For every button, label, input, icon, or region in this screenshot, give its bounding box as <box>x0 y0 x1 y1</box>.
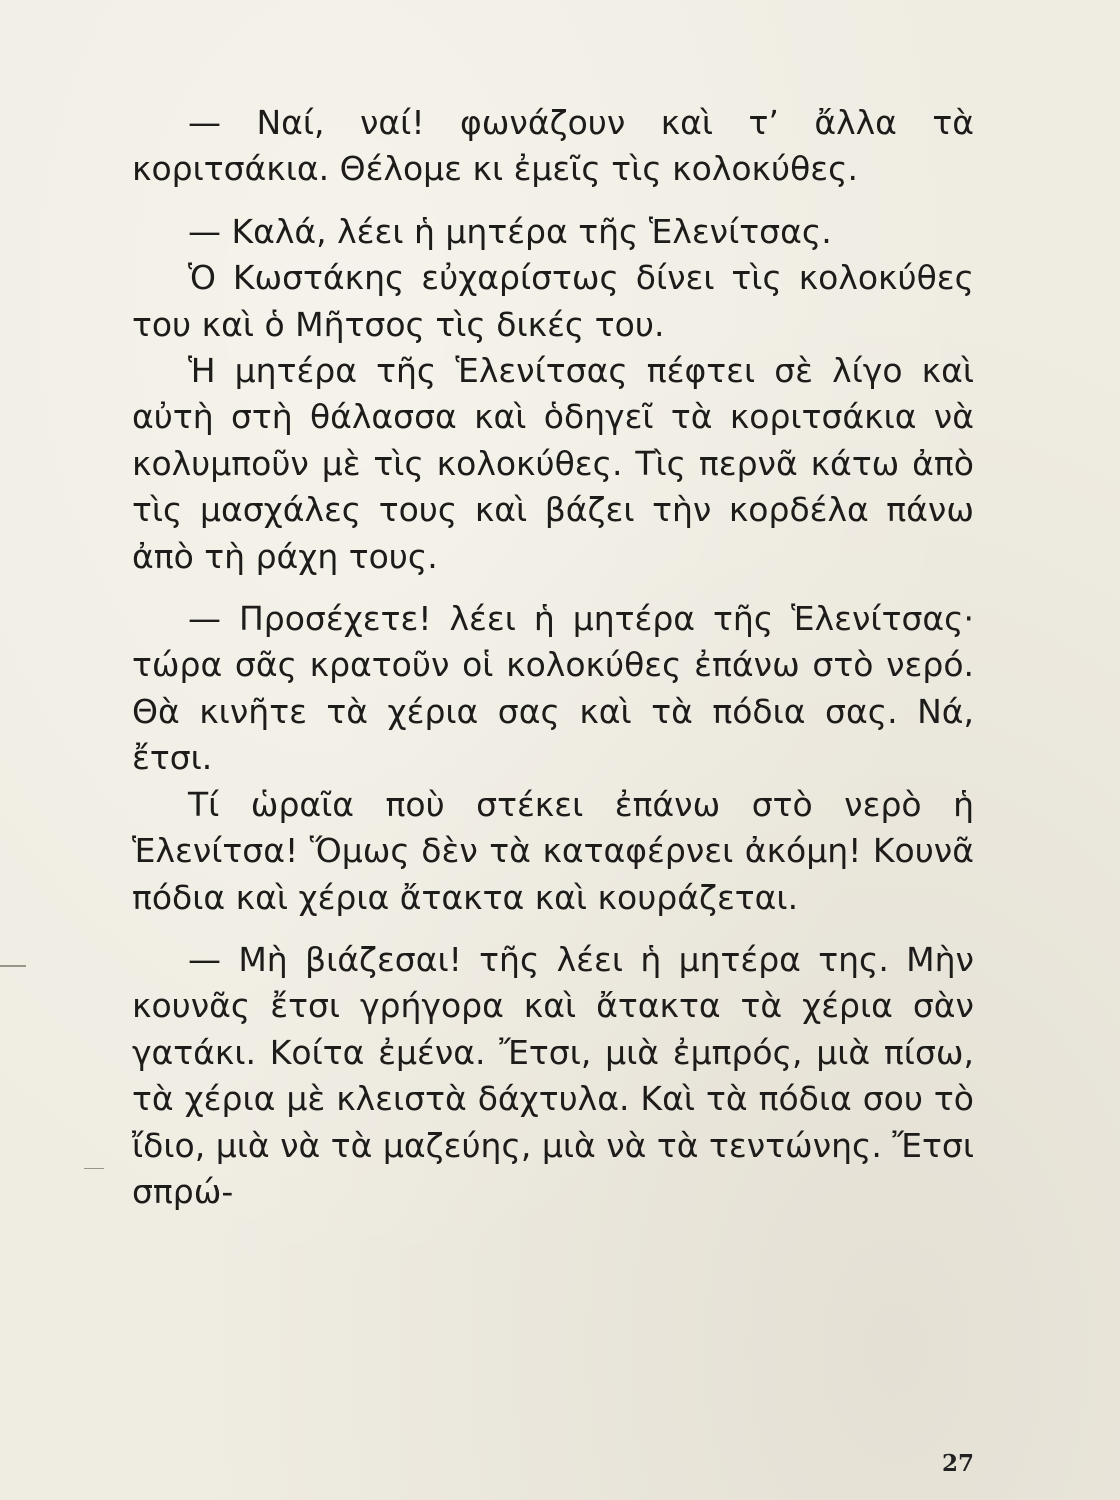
paragraph-3: Ὁ Κωστάκης εὐχαρίστως δίνει τὶς κολοκύθες του καὶ ὁ Μῆτσος τὶς δικές του. <box>132 258 974 344</box>
paragraph-2: — Καλά, λέει ἡ μητέρα τῆς Ἑλενίτσας. <box>188 211 832 251</box>
page-number: 27 <box>941 1450 974 1477</box>
paragraph-5: — Προσέχετε! λέει ἡ μητέρα τῆς Ἑλενίτσας· τώρα σᾶς κρατοῦν οἱ κολοκύθες ἐπάνω στὸ νερό. Θὰ κινῆτε τὰ χέρια σας καὶ τὰ πόδια σας. Νά, ἔτσι. <box>132 599 974 778</box>
page-text <box>132 100 974 1215</box>
paragraph-1: — Ναί, ναί! φωνάζουν καὶ τ’ ἄλλα τὰ κοριτσάκια. Θέλομε κι ἐμεῖς τὶς κολοκύθες. <box>132 103 974 189</box>
paragraph-6: Τί ὡραῖα ποὺ στέκει ἐπάνω στὸ νερὸ ἡ Ἑλενίτσα! Ὅμως δὲν τὰ καταφέρνει ἀκόμη! Κουνᾶ πόδια καὶ χέρια ἄτακτα καὶ κουράζεται. <box>132 784 974 917</box>
paragraph-4: Ἡ μητέρα τῆς Ἑλενίτσας πέφτει σὲ λίγο καὶ αὐτὴ στὴ θάλασσα καὶ ὁδηγεῖ τὰ κοριτσάκια νὰ κολυμποῦν μὲ τὶς κολοκύθες. Τὶς περνᾶ κάτω ἀπὸ τὶς μασχάλες τους καὶ βάζει τὴν κορδέλα πάνω ἀπὸ τὴ ράχη τους. <box>132 351 974 576</box>
paragraph-7: — Μὴ βιάζεσαι! τῆς λέει ἡ μητέρα της. Μὴν κουνᾶς ἔτσι γρήγορα καὶ ἄτακτα τὰ χέρια σὰν γατάκι. Κοίτα ἐμένα. Ἔτσι, μιὰ ἐμπρός, μιὰ πίσω, τὰ χέρια μὲ κλειστὰ δάχτυλα. Καὶ τὰ πόδια σου τὸ ἴδιο, μιὰ νὰ τὰ μαζεύης, μιὰ νὰ τὰ τεντώνης. Ἔτσι σπρώ- <box>132 939 974 1211</box>
edge-mark-left <box>0 965 26 967</box>
edge-mark-left-2 <box>84 1168 104 1169</box>
